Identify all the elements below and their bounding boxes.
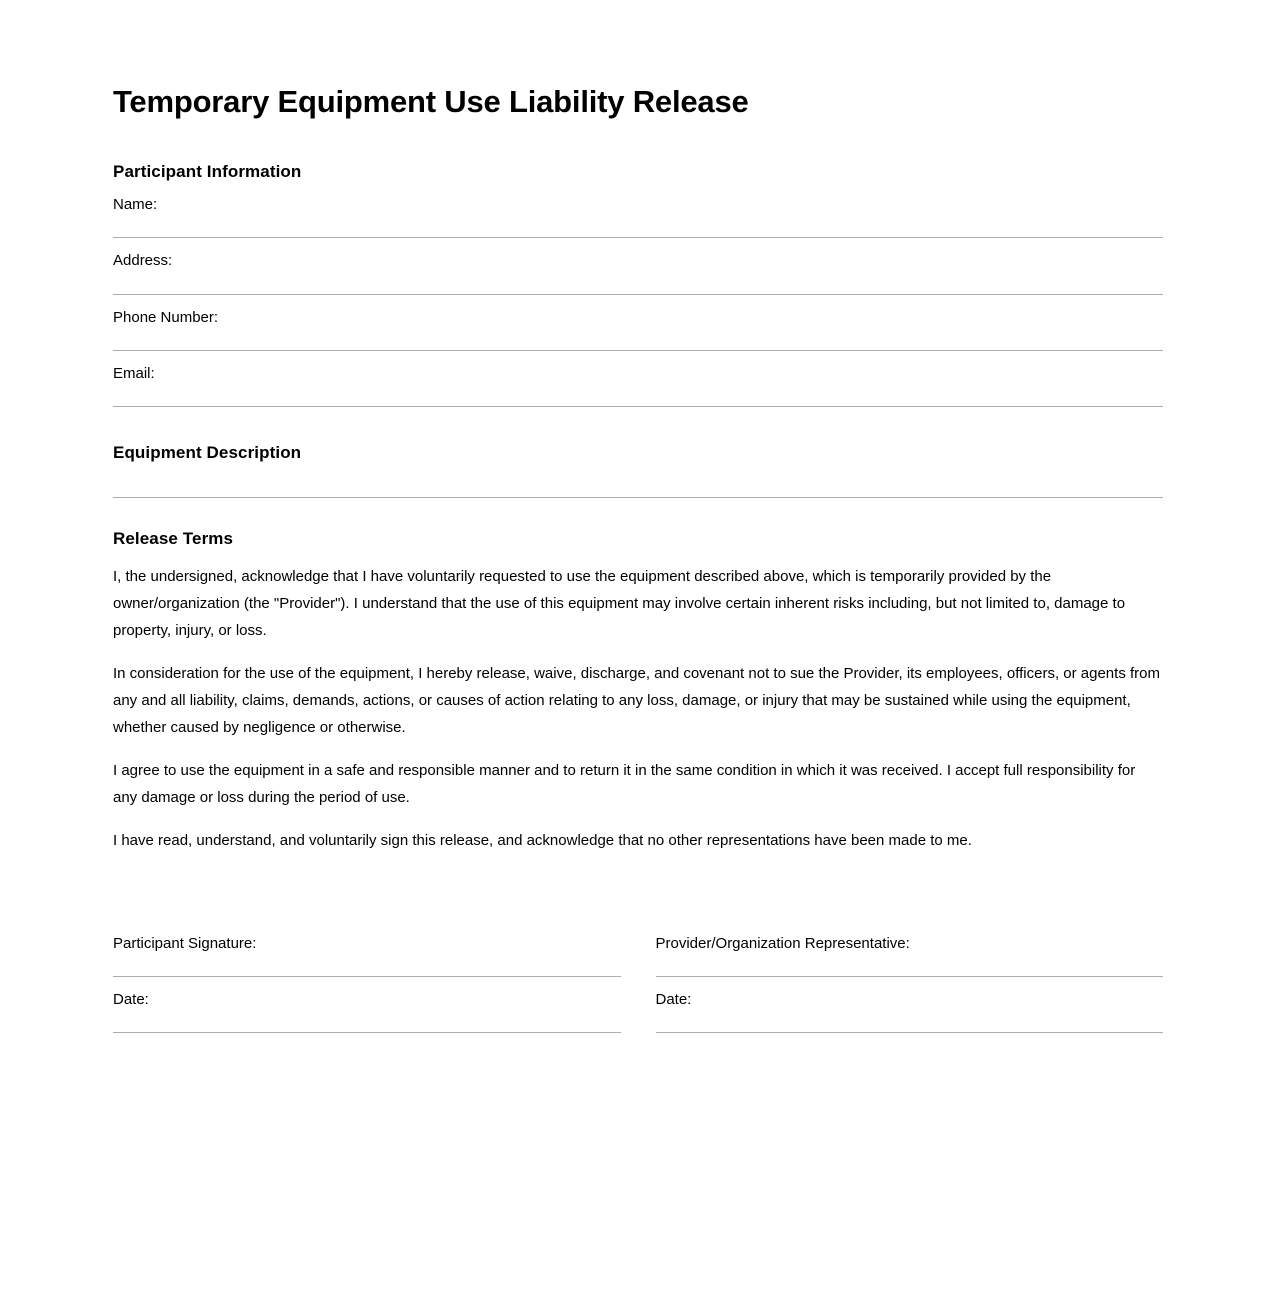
field-email[interactable] bbox=[113, 364, 1163, 407]
release-terms-paragraph: I agree to use the equipment in a safe and responsible manner and to return it in the same condition in which it was received. I accept full responsibility for any damage or loss during the period of use. bbox=[113, 761, 1136, 806]
field-participant-date[interactable] bbox=[113, 990, 621, 1033]
field-provider-signature[interactable] bbox=[656, 934, 1164, 977]
field-rule-address bbox=[113, 294, 1163, 295]
field-phone-number[interactable] bbox=[113, 308, 1163, 351]
participant-signature-column bbox=[113, 934, 621, 1034]
signature-section bbox=[113, 934, 1163, 1034]
field-label-participant-date: Date: bbox=[113, 991, 149, 1009]
page-bottom-whitespace bbox=[113, 1033, 1163, 1193]
field-rule-equipment-description bbox=[113, 497, 1163, 498]
release-terms-paragraph: I have read, understand, and voluntarily sign this release, and acknowledge that no other representations have been made to me. bbox=[113, 831, 972, 849]
field-rule-phone-number bbox=[113, 350, 1163, 351]
field-label-name: Name: bbox=[113, 196, 158, 214]
field-label-email: Email: bbox=[113, 364, 155, 382]
release-terms-heading: Release Terms bbox=[113, 529, 234, 549]
provider-signature-column bbox=[656, 934, 1164, 1034]
field-label-participant-signature: Participant Signature: bbox=[113, 934, 257, 952]
field-participant-signature[interactable] bbox=[113, 934, 621, 977]
field-label-phone-number: Phone Number: bbox=[113, 308, 219, 326]
field-label-address: Address: bbox=[113, 252, 173, 270]
page-title: Temporary Equipment Use Liability Release bbox=[113, 84, 749, 119]
field-address[interactable] bbox=[113, 251, 1163, 294]
field-rule-name bbox=[113, 237, 1163, 238]
field-rule-participant-signature bbox=[113, 976, 621, 977]
release-terms-body bbox=[113, 563, 1163, 854]
field-label-provider-signature: Provider/Organization Representative: bbox=[655, 934, 910, 952]
field-rule-provider-signature bbox=[656, 976, 1164, 977]
field-name[interactable] bbox=[113, 195, 1163, 238]
field-rule-participant-date bbox=[113, 1032, 621, 1033]
field-label-provider-date: Date: bbox=[655, 991, 692, 1009]
participant-information-heading: Participant Information bbox=[113, 161, 302, 181]
equipment-description-section bbox=[113, 443, 1163, 498]
release-terms-paragraph: I, the undersigned, acknowledge that I have voluntarily requested to use the equipment described above, which is temporarily provided by the owner/organization (the "Provider"). I understand that the use of this equipment may involve certain inherent risks including, but not limited to, damage to property, injury, or loss. bbox=[113, 567, 1126, 639]
field-rule-provider-date bbox=[656, 1032, 1164, 1033]
participant-information-section bbox=[113, 162, 1163, 407]
field-rule-email bbox=[113, 406, 1163, 407]
equipment-description-heading: Equipment Description bbox=[113, 443, 302, 463]
release-terms-paragraph: In consideration for the use of the equipment, I hereby release, waive, discharge, and covenant not to sue the Provider, its employees, officers, or agents from any and all liability, claims, demands, actions, or causes of action relating to any loss, damage, or injury that may be sustained while using the equipment, whether caused by negligence or otherwise. bbox=[113, 664, 1160, 736]
field-provider-date[interactable] bbox=[656, 990, 1164, 1033]
field-equipment-description[interactable] bbox=[113, 463, 1163, 498]
release-terms-section bbox=[113, 529, 1163, 853]
